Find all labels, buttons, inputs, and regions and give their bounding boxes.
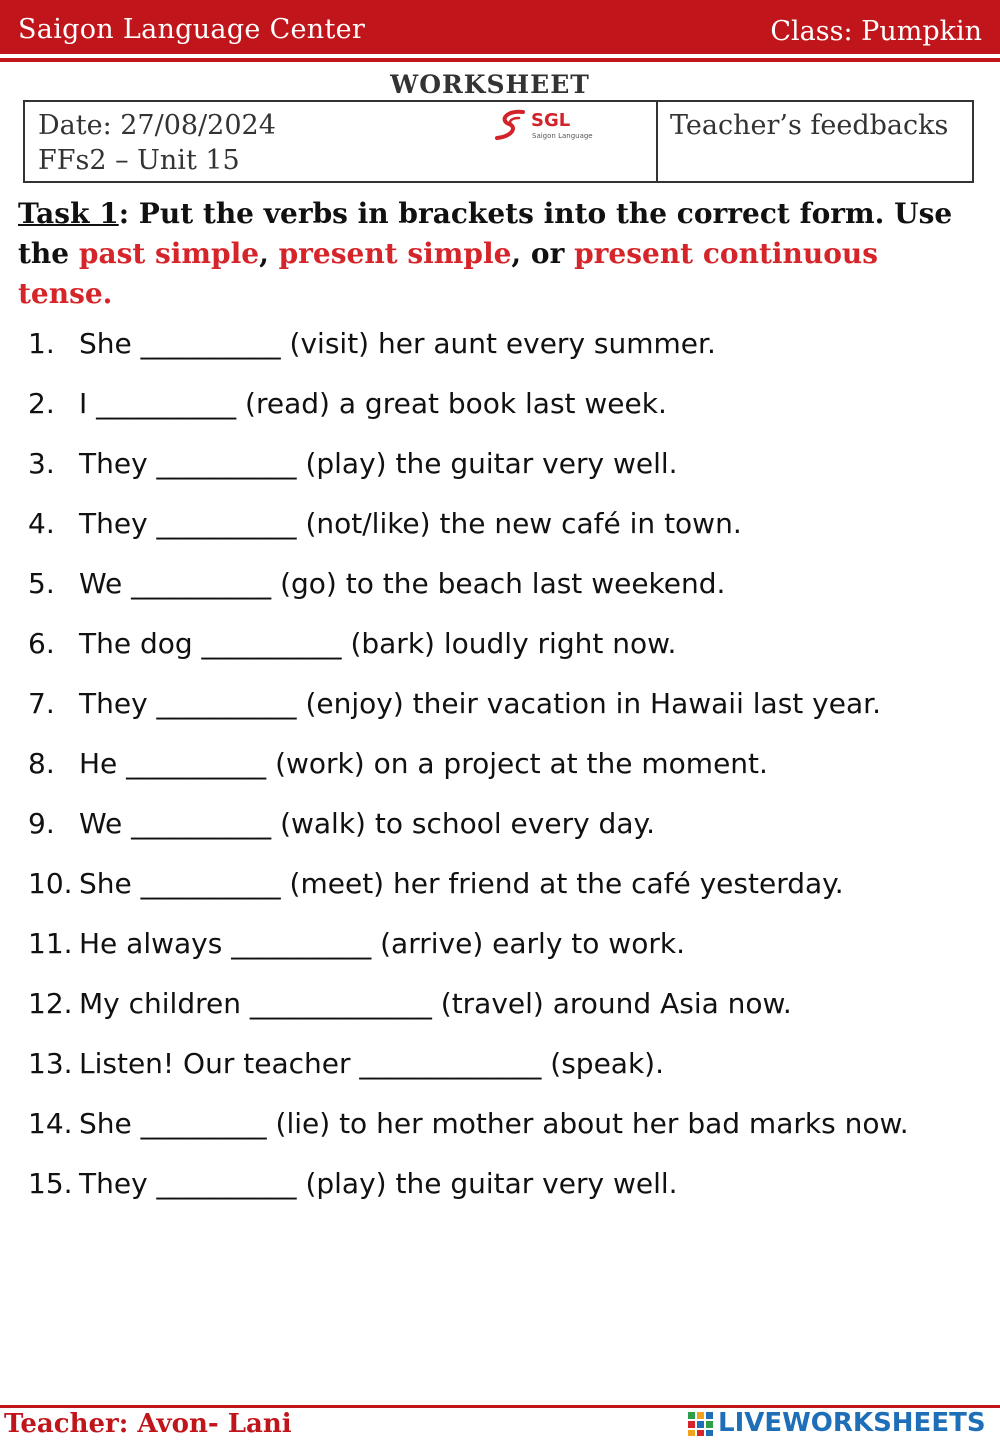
item-text: They __________ (enjoy) their vacation in Hawaii last year. [79,687,881,720]
exercise-item [0,434,1000,494]
item-text: They __________ (play) the guitar very well. [79,447,678,480]
item-text: He always __________ (arrive) early to work. [79,927,685,960]
unit-label: FFs2 – Unit 15 [38,145,240,176]
exercise-item [0,494,1000,554]
tense-present-continuous: present continuous tense. [18,237,879,310]
info-divider [656,102,658,181]
item-number: 11. [28,927,73,960]
item-number: 7. [28,687,55,720]
liveworksheets-brand: LIVEWORKSHEETS [718,1408,986,1438]
item-text: I __________ (read) a great book last week. [79,387,667,420]
header-band [0,0,1000,54]
item-text: We __________ (go) to the beach last weekend. [79,567,726,600]
item-number: 6. [28,627,55,660]
item-number: 14. [28,1107,73,1140]
exercise-item [0,314,1000,374]
item-number: 9. [28,807,55,840]
liveworksheets-grid-icon [688,1412,714,1436]
item-text: He __________ (work) on a project at the moment. [79,747,768,780]
item-number: 2. [28,387,55,420]
exercise-list [0,314,1000,1214]
exercise-item [0,1034,1000,1094]
exercise-item [0,374,1000,434]
item-number: 12. [28,987,73,1020]
item-text: They __________ (not/like) the new café in town. [79,507,742,540]
item-number: 4. [28,507,55,540]
item-number: 1. [28,327,55,360]
tense-present-simple: present simple [278,237,512,270]
exercise-item [0,794,1000,854]
tense-past-simple: past simple [78,237,260,270]
logo-text: SGL [531,110,571,131]
info-box [23,100,974,183]
exercise-item [0,554,1000,614]
item-text: They __________ (play) the guitar very well. [79,1167,678,1200]
item-number: 10. [28,867,73,900]
item-number: 3. [28,447,55,480]
item-number: 5. [28,567,55,600]
logo-subtext: Saigon Language [532,132,593,140]
header-rule [0,58,1000,62]
liveworksheets-logo[interactable] [688,1408,988,1438]
worksheet-title: WORKSHEET [390,70,590,99]
task-sep-1: , [259,237,279,270]
task-colon: : [118,197,130,230]
exercise-item [0,1094,1000,1154]
exercise-item [0,674,1000,734]
item-text: My children _____________ (travel) around Asia now. [79,987,792,1020]
exercise-item [0,914,1000,974]
item-text: We __________ (walk) to school every day. [79,807,655,840]
item-text: Listen! Our teacher _____________ (speak). [79,1047,664,1080]
exercise-item [0,854,1000,914]
item-number: 13. [28,1047,73,1080]
sgl-swoosh-icon [493,108,531,142]
exercise-item [0,1154,1000,1214]
date-label: Date: 27/08/2024 [38,110,276,141]
item-text: She __________ (visit) her aunt every summer. [79,327,716,360]
item-text: She _________ (lie) to her mother about her bad marks now. [79,1107,909,1140]
teacher-name: Teacher: Avon- Lani [4,1409,292,1439]
class-name: Class: Pumpkin [770,16,982,47]
item-number: 8. [28,747,55,780]
exercise-item [0,974,1000,1034]
task-label: Task 1 [18,197,119,230]
item-text: The dog __________ (bark) loudly right now. [79,627,677,660]
sgl-logo [493,108,593,144]
exercise-item [0,614,1000,674]
task-instructions [18,194,978,314]
teacher-feedback-label: Teacher’s feedbacks [670,110,949,141]
task-intro: Put the verbs in brackets into the correct form. Use the [18,197,953,270]
item-text: She __________ (meet) her friend at the café yesterday. [79,867,844,900]
item-number: 15. [28,1167,73,1200]
center-name: Saigon Language Center [18,14,366,45]
task-sep-2: , or [511,237,575,270]
exercise-item [0,734,1000,794]
